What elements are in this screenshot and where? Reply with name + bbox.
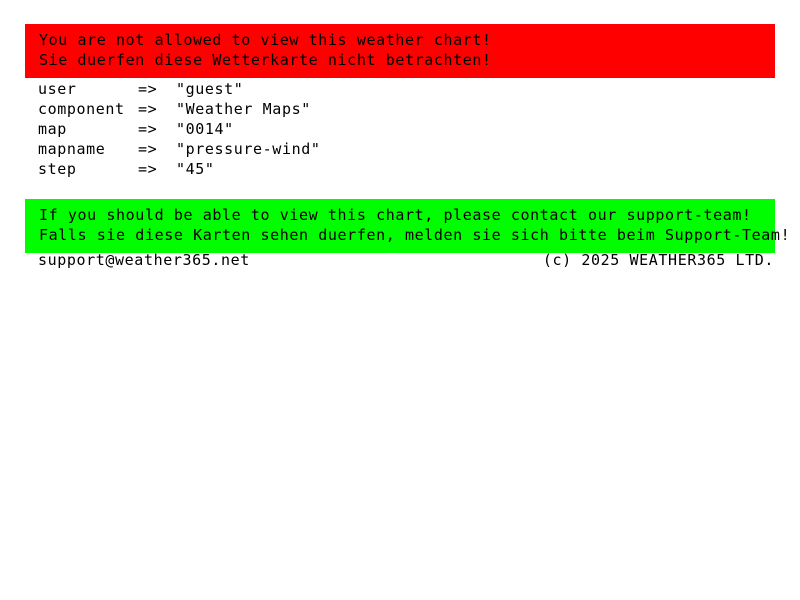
table-row: [38, 119, 320, 139]
table-row: [38, 139, 320, 159]
param-value-map: "0014": [176, 120, 234, 138]
table-row: [38, 79, 320, 99]
table-row: [38, 99, 320, 119]
param-value-mapname: "pressure-wind": [176, 140, 321, 158]
param-key-map: map: [38, 120, 67, 138]
parameter-table: [38, 79, 320, 179]
param-key-step: step: [38, 160, 77, 178]
param-arrow: =>: [138, 160, 158, 178]
support-email-link[interactable]: support@weather365.net: [38, 251, 250, 269]
param-key-user: user: [38, 80, 77, 98]
table-row: [38, 159, 320, 179]
param-value-step: "45": [176, 160, 215, 178]
info-banner: [25, 199, 791, 253]
param-value-user: "guest": [176, 80, 244, 98]
param-key-component: component: [38, 100, 125, 118]
param-arrow: =>: [138, 120, 158, 138]
param-arrow: =>: [138, 100, 158, 118]
copyright-text: (c) 2025 WEATHER365 LTD.: [542, 251, 774, 269]
info-banner-line-de: Falls sie diese Karten sehen duerfen, melden sie sich bitte beim Support-Team!: [39, 226, 791, 244]
footer: [38, 250, 774, 270]
param-value-component: "Weather Maps": [176, 100, 311, 118]
param-arrow: =>: [138, 140, 158, 158]
param-key-mapname: mapname: [38, 140, 106, 158]
info-banner-line-en: If you should be able to view this chart, please contact our support-team!: [39, 206, 752, 224]
error-banner-line-de: Sie duerfen diese Wetterkarte nicht betrachten!: [39, 51, 492, 69]
param-arrow: =>: [138, 80, 158, 98]
error-banner-line-en: You are not allowed to view this weather chart!: [39, 31, 492, 49]
error-banner: [25, 24, 775, 78]
